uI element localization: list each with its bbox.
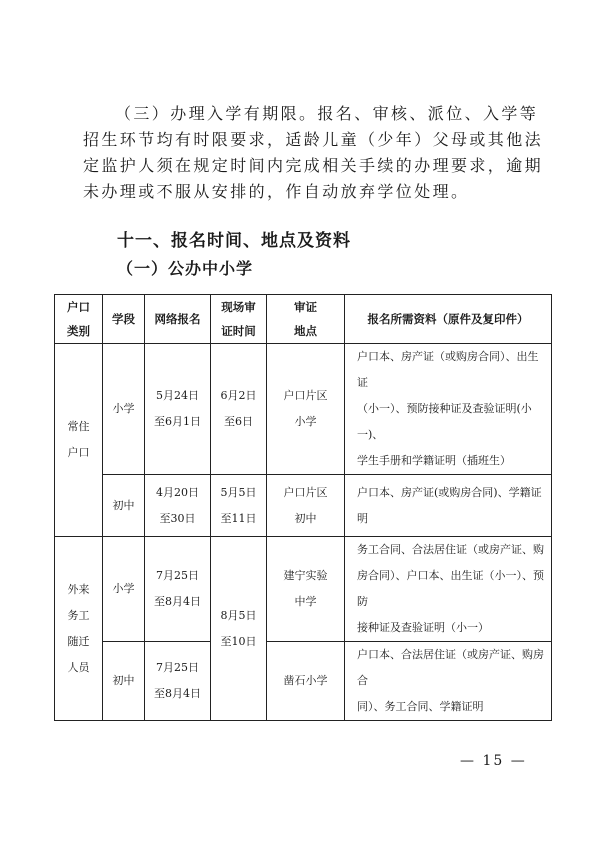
level-cell: 初中	[103, 475, 145, 537]
materials-cell: 户口本、合法居住证（或房产证、购房合 同）、务工合同、学籍证明	[345, 642, 552, 721]
registration-table	[54, 294, 552, 721]
materials-cell: 户口本、房产证（或购房合同）、出生证 （小一）、预防接种证及查验证明(小一)、 学生手册和学籍证明（插班生）	[345, 344, 552, 475]
level-cell: 小学	[103, 537, 145, 642]
level-cell: 初中	[103, 642, 145, 721]
section-heading: 十一、报名时间、地点及资料	[117, 231, 351, 251]
header-online: 网络报名	[145, 295, 211, 344]
location-cell: 凿石小学	[267, 642, 345, 721]
page-number: — 15 —	[460, 753, 527, 769]
onsite-cell: 5月5日 至11日	[211, 475, 267, 537]
category-cell: 外来 务工 随迁 人员	[55, 537, 103, 721]
table-row	[55, 537, 552, 642]
location-cell: 户口片区 小学	[267, 344, 345, 475]
online-cell: 7月25日 至8月4日	[145, 537, 211, 642]
header-materials: 报名所需资料（原件及复印件）	[345, 295, 552, 344]
location-cell: 建宁实验 中学	[267, 537, 345, 642]
materials-cell: 户口本、房产证(或购房合同)、学籍证明	[345, 475, 552, 537]
online-cell: 7月25日 至8月4日	[145, 642, 211, 721]
header-location: 审证 地点	[267, 295, 345, 344]
header-level: 学段	[103, 295, 145, 344]
header-onsite: 现场审 证时间	[211, 295, 267, 344]
onsite-cell: 8月5日 至10日	[211, 537, 267, 721]
materials-cell: 务工合同、合法居住证（或房产证、购 房合同）、户口本、出生证（小一）、预防 接种证及查验证明（小一）	[345, 537, 552, 642]
table-row	[55, 344, 552, 475]
online-cell: 4月20日 至30日	[145, 475, 211, 537]
category-cell: 常住 户口	[55, 344, 103, 537]
online-cell: 5月24日 至6月1日	[145, 344, 211, 475]
subsection-heading: （一）公办中小学	[117, 259, 254, 278]
location-cell: 户口片区 初中	[267, 475, 345, 537]
table-row	[55, 642, 552, 721]
table-header-row	[55, 295, 552, 344]
header-category: 户口 类别	[55, 295, 103, 344]
table-row	[55, 475, 552, 537]
onsite-cell: 6月2日 至6日	[211, 344, 267, 475]
rule-paragraph: （三）办理入学有期限。报名、审核、派位、入学等招生环节均有时限要求，适龄儿童（少年）父母或其他法定监护人须在规定时间内完成相关手续的办理要求，逾期未办理或不服从安排的，作自动放弃学位处理。	[83, 104, 544, 201]
level-cell: 小学	[103, 344, 145, 475]
